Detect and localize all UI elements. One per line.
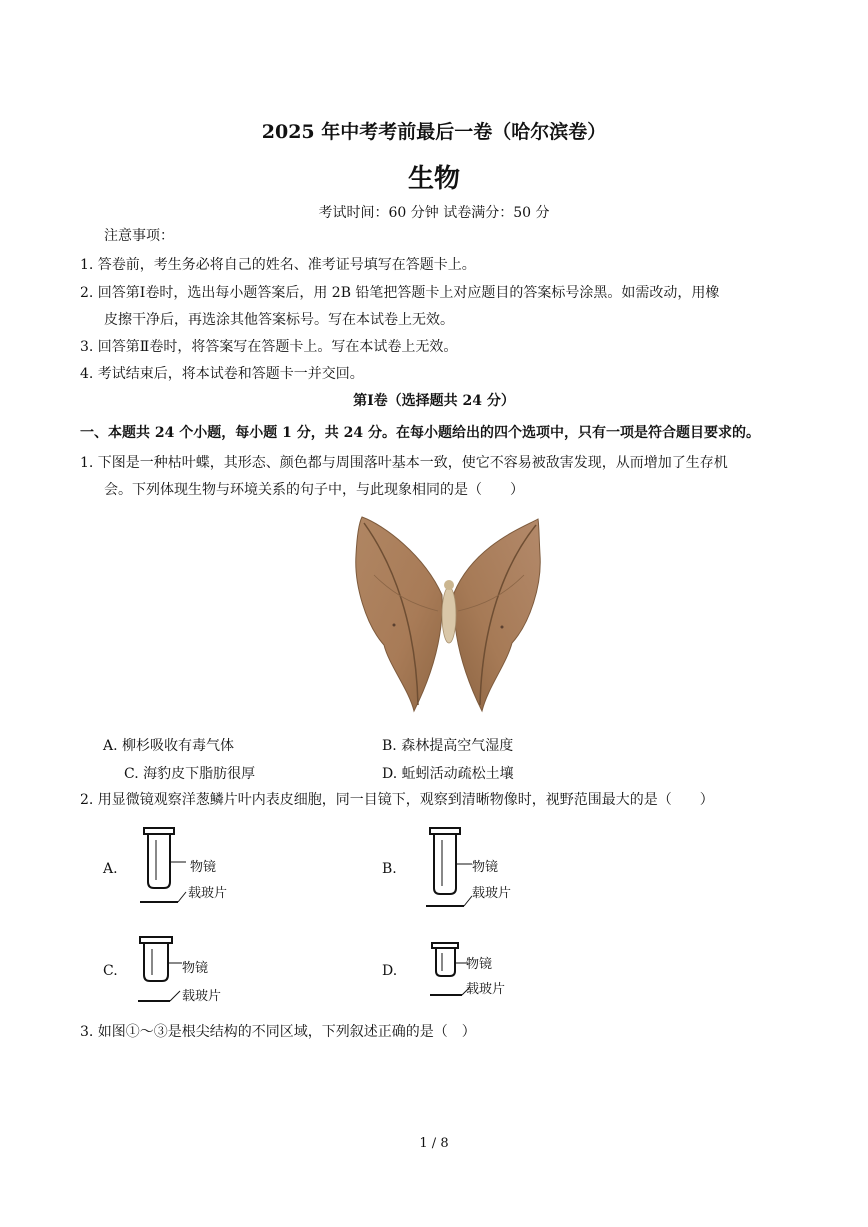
note-item-3: 3. 回答第Ⅱ卷时，将答案写在答题卡上。写在本试卷上无效。 [80, 339, 458, 355]
exam-title: 2025 年中考考前最后一卷（哈尔滨卷） [261, 121, 607, 143]
label-objective-a: 物镜 [190, 860, 217, 875]
label-objective-d: 物镜 [466, 957, 493, 972]
question-1-option-b: B. 森林提高空气湿度 [382, 738, 514, 754]
question-2-option-c: C. [103, 963, 118, 979]
question-2-option-b: B. [382, 861, 397, 877]
objective-lens-diagram-a [138, 826, 188, 906]
question-2-option-a: A. [103, 861, 118, 877]
question-1-option-c: C. 海豹皮下脂肪很厚 [124, 766, 256, 782]
question-2-option-d: D. [382, 963, 398, 979]
label-slide-a: 载玻片 [188, 886, 228, 901]
label-objective-b: 物镜 [472, 860, 499, 875]
page-number: 1 / 8 [419, 1136, 449, 1151]
label-slide-d: 载玻片 [466, 982, 506, 997]
notes-heading: 注意事项： [104, 228, 174, 244]
subject-title: 生物 [407, 164, 460, 194]
note-item-2: 2. 回答第Ⅰ卷时，选出每小题答案后，用 2B 铅笔把答题卡上对应题目的答案标号涂黑。如需改动，用橡 [80, 285, 720, 301]
note-item-4: 4. 考试结束后，将本试卷和答题卡一并交回。 [80, 366, 364, 382]
question-2-stem: 2. 用显微镜观察洋葱鳞片叶内表皮细胞，同一目镜下，观察到清晰物像时，视野范围最大的是（ ） [80, 792, 714, 808]
objective-lens-diagram-c [136, 935, 186, 1007]
label-slide-c: 载玻片 [182, 989, 222, 1004]
label-objective-c: 物镜 [182, 961, 209, 976]
exam-meta: 考试时间：60 分钟 试卷满分：50 分 [318, 205, 550, 221]
question-1-stem-cont: 会。下列体现生物与环境关系的句子中，与此现象相同的是（ ） [104, 482, 524, 498]
dead-leaf-butterfly-image [354, 515, 544, 715]
section-instruction: 一、本题共 24 个小题，每小题 1 分，共 24 分。在每小题给出的四个选项中，只有一项是符合题目要求的。 [80, 425, 760, 441]
question-1-stem: 1. 下图是一种枯叶蝶，其形态、颜色都与周围落叶基本一致，使它不容易被敌害发现，从而增加了生存机 [80, 455, 728, 471]
objective-lens-diagram-b [424, 826, 474, 910]
note-item-2-cont: 皮擦干净后，再选涂其他答案标号。写在本试卷上无效。 [104, 312, 454, 328]
question-3-stem: 3. 如图①～③是根尖结构的不同区域，下列叙述正确的是（ ） [80, 1024, 476, 1040]
question-1-option-d: D. 蚯蚓活动疏松土壤 [382, 766, 514, 782]
note-item-1: 1. 答卷前，考生务必将自己的姓名、准考证号填写在答题卡上。 [80, 257, 476, 273]
question-1-option-a: A. 柳杉吸收有毒气体 [103, 738, 235, 754]
label-slide-b: 载玻片 [472, 886, 512, 901]
section-title: 第Ⅰ卷（选择题共 24 分） [353, 393, 515, 409]
